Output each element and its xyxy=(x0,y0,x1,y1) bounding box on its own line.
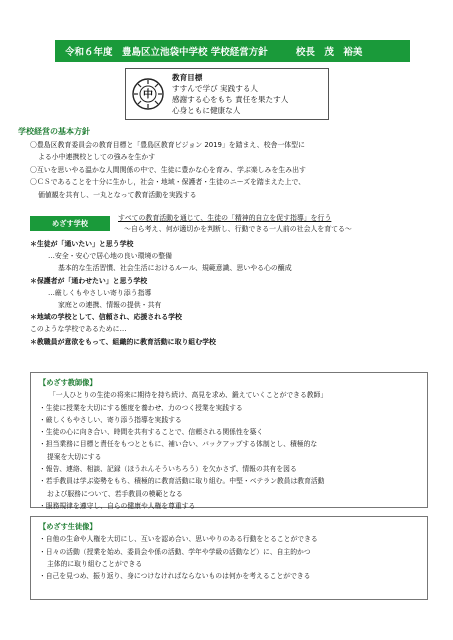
ideal-teacher-heading: 【めざす教師像】 xyxy=(39,378,97,387)
ideal-teacher-lines xyxy=(39,389,419,512)
teacher-line: 提案を大切にする xyxy=(47,452,102,461)
aim-line: 基本的な生活習慣、社会生活におけるルール、規範意識、思いやる心の醸成 xyxy=(58,264,292,273)
student-line: 主体的に取り組むことができる xyxy=(47,559,143,568)
student-line: ・日々の活動（授業を始め、委員会や係の活動、学年や学級の活動など）に、自主的かつ xyxy=(39,547,311,556)
teacher-line: ・生徒の心に向き合い、時間を共有することで、信頼される関係性を築く xyxy=(39,428,264,437)
student-line: ・自他の生命や人権を大切にし、互いを認め合い、思いやりのある行動をとることができる xyxy=(39,535,318,544)
policy-heading: 学校経営の基本方針 xyxy=(18,127,90,136)
policy-list xyxy=(30,139,306,201)
ideal-line: ～自ら考え、何が適切かを判断し、行動できる一人前の社会人を育てる～ xyxy=(124,225,352,233)
education-goal-box xyxy=(125,68,329,120)
goal-line: 心身ともに健康な人 xyxy=(172,106,241,115)
aim-line: ＊教職員が意欲をもって、組織的に教育活動に取り組む学校 xyxy=(30,337,216,346)
ideal-student-heading: 【めざす生徒像】 xyxy=(39,522,97,531)
aim-line: 家庭との連携、情報の提供・共有 xyxy=(58,301,162,310)
goal-line: 感謝する心をもち 責任を果たす人 xyxy=(172,95,289,104)
aim-line: ＊生徒が「通いたい」と思う学校 xyxy=(30,240,134,248)
policy-line: 〇ＣＳであることを十分に生かし，社会・地域・保護者・生徒のニーズを踏まえた上で、 xyxy=(30,178,306,187)
policy-line: 〇互いを思いやる温かな人間関係の中で、生徒に豊かな心を育み、学ぶ楽しみを生み出す xyxy=(30,165,306,174)
student-line: ・自己を見つめ、振り返り、身につけなければならないものは何かを考えることができる xyxy=(39,572,311,581)
teacher-line: ・服務規律を遵守し、自らの健康や人権を尊重する xyxy=(39,501,196,510)
ideal-student-lines xyxy=(39,533,419,582)
teacher-line: ・若手教員は学ぶ姿勢をもち、積極的に教育活動に取り組む。中堅・ベテラン教員は教育活動 xyxy=(39,477,325,486)
teacher-line: ・報告、連絡、相談、記録（ほうれんそういちろう）を欠かさず、情報の共有を図る xyxy=(39,465,297,474)
aim-line: …安全・安心で居心地の良い環境の整備 xyxy=(48,252,173,261)
aim-line: ＊保護者が「通わせたい」と思う学校 xyxy=(30,276,148,285)
ideal-school-badge: めざす学校 xyxy=(30,216,110,231)
teacher-line: および服務について、若手教員の模範となる xyxy=(47,489,183,498)
ideal-teacher-box xyxy=(30,372,428,508)
policy-line: よる小中連携校としての強みを生かす xyxy=(38,153,156,162)
teacher-line: ・担当業務に目標と責任をもつとともに、補い合い、バックアップする体制とし、積極的な xyxy=(39,440,318,449)
goal-line: すすんで学び 実践する人 xyxy=(172,84,259,93)
teacher-line: ・厳しくもやさしい、寄り添う指導を実践する xyxy=(39,415,182,424)
goal-heading: 教育目標 xyxy=(172,73,203,82)
page-title: 令和６年度 豊島区立池袋中学校 学校経営方針 xyxy=(65,47,268,58)
ideal-school-text xyxy=(118,213,352,235)
aim-line: このような学校であるために… xyxy=(30,325,127,334)
policy-line: 〇豊島区教育委員会の教育目標と「豊島区教育ビジョン 2019」を踏まえ、校舎一体型に xyxy=(30,141,305,149)
seal-character: 中 xyxy=(143,89,153,101)
school-seal-icon xyxy=(132,78,164,110)
aims-list xyxy=(30,238,292,348)
teacher-line: 「一人ひとりの生徒の将来に期待を持ち続け、高見を求め、鍛えていくことができる教師」 xyxy=(49,391,328,400)
goal-text xyxy=(172,72,288,116)
aim-line: …厳しくもやさしい寄り添う指導 xyxy=(48,288,152,297)
aim-line: ＊地域の学校として、信頼され、応援される学校 xyxy=(30,313,182,322)
ideal-line: すべての教育活動を通じて、生徒の「精神的自立を促す指導」を行う xyxy=(118,214,332,222)
policy-line: 価値観を共有し、一丸となって教育活動を実践する xyxy=(38,190,197,199)
title-bar xyxy=(55,40,410,62)
ideal-student-box xyxy=(30,516,428,600)
teacher-line: ・生徒に授業を大切にする態度を養わせ、力のつく授業を実践する xyxy=(39,403,243,412)
principal-name: 校長 茂 裕美 xyxy=(295,47,363,58)
